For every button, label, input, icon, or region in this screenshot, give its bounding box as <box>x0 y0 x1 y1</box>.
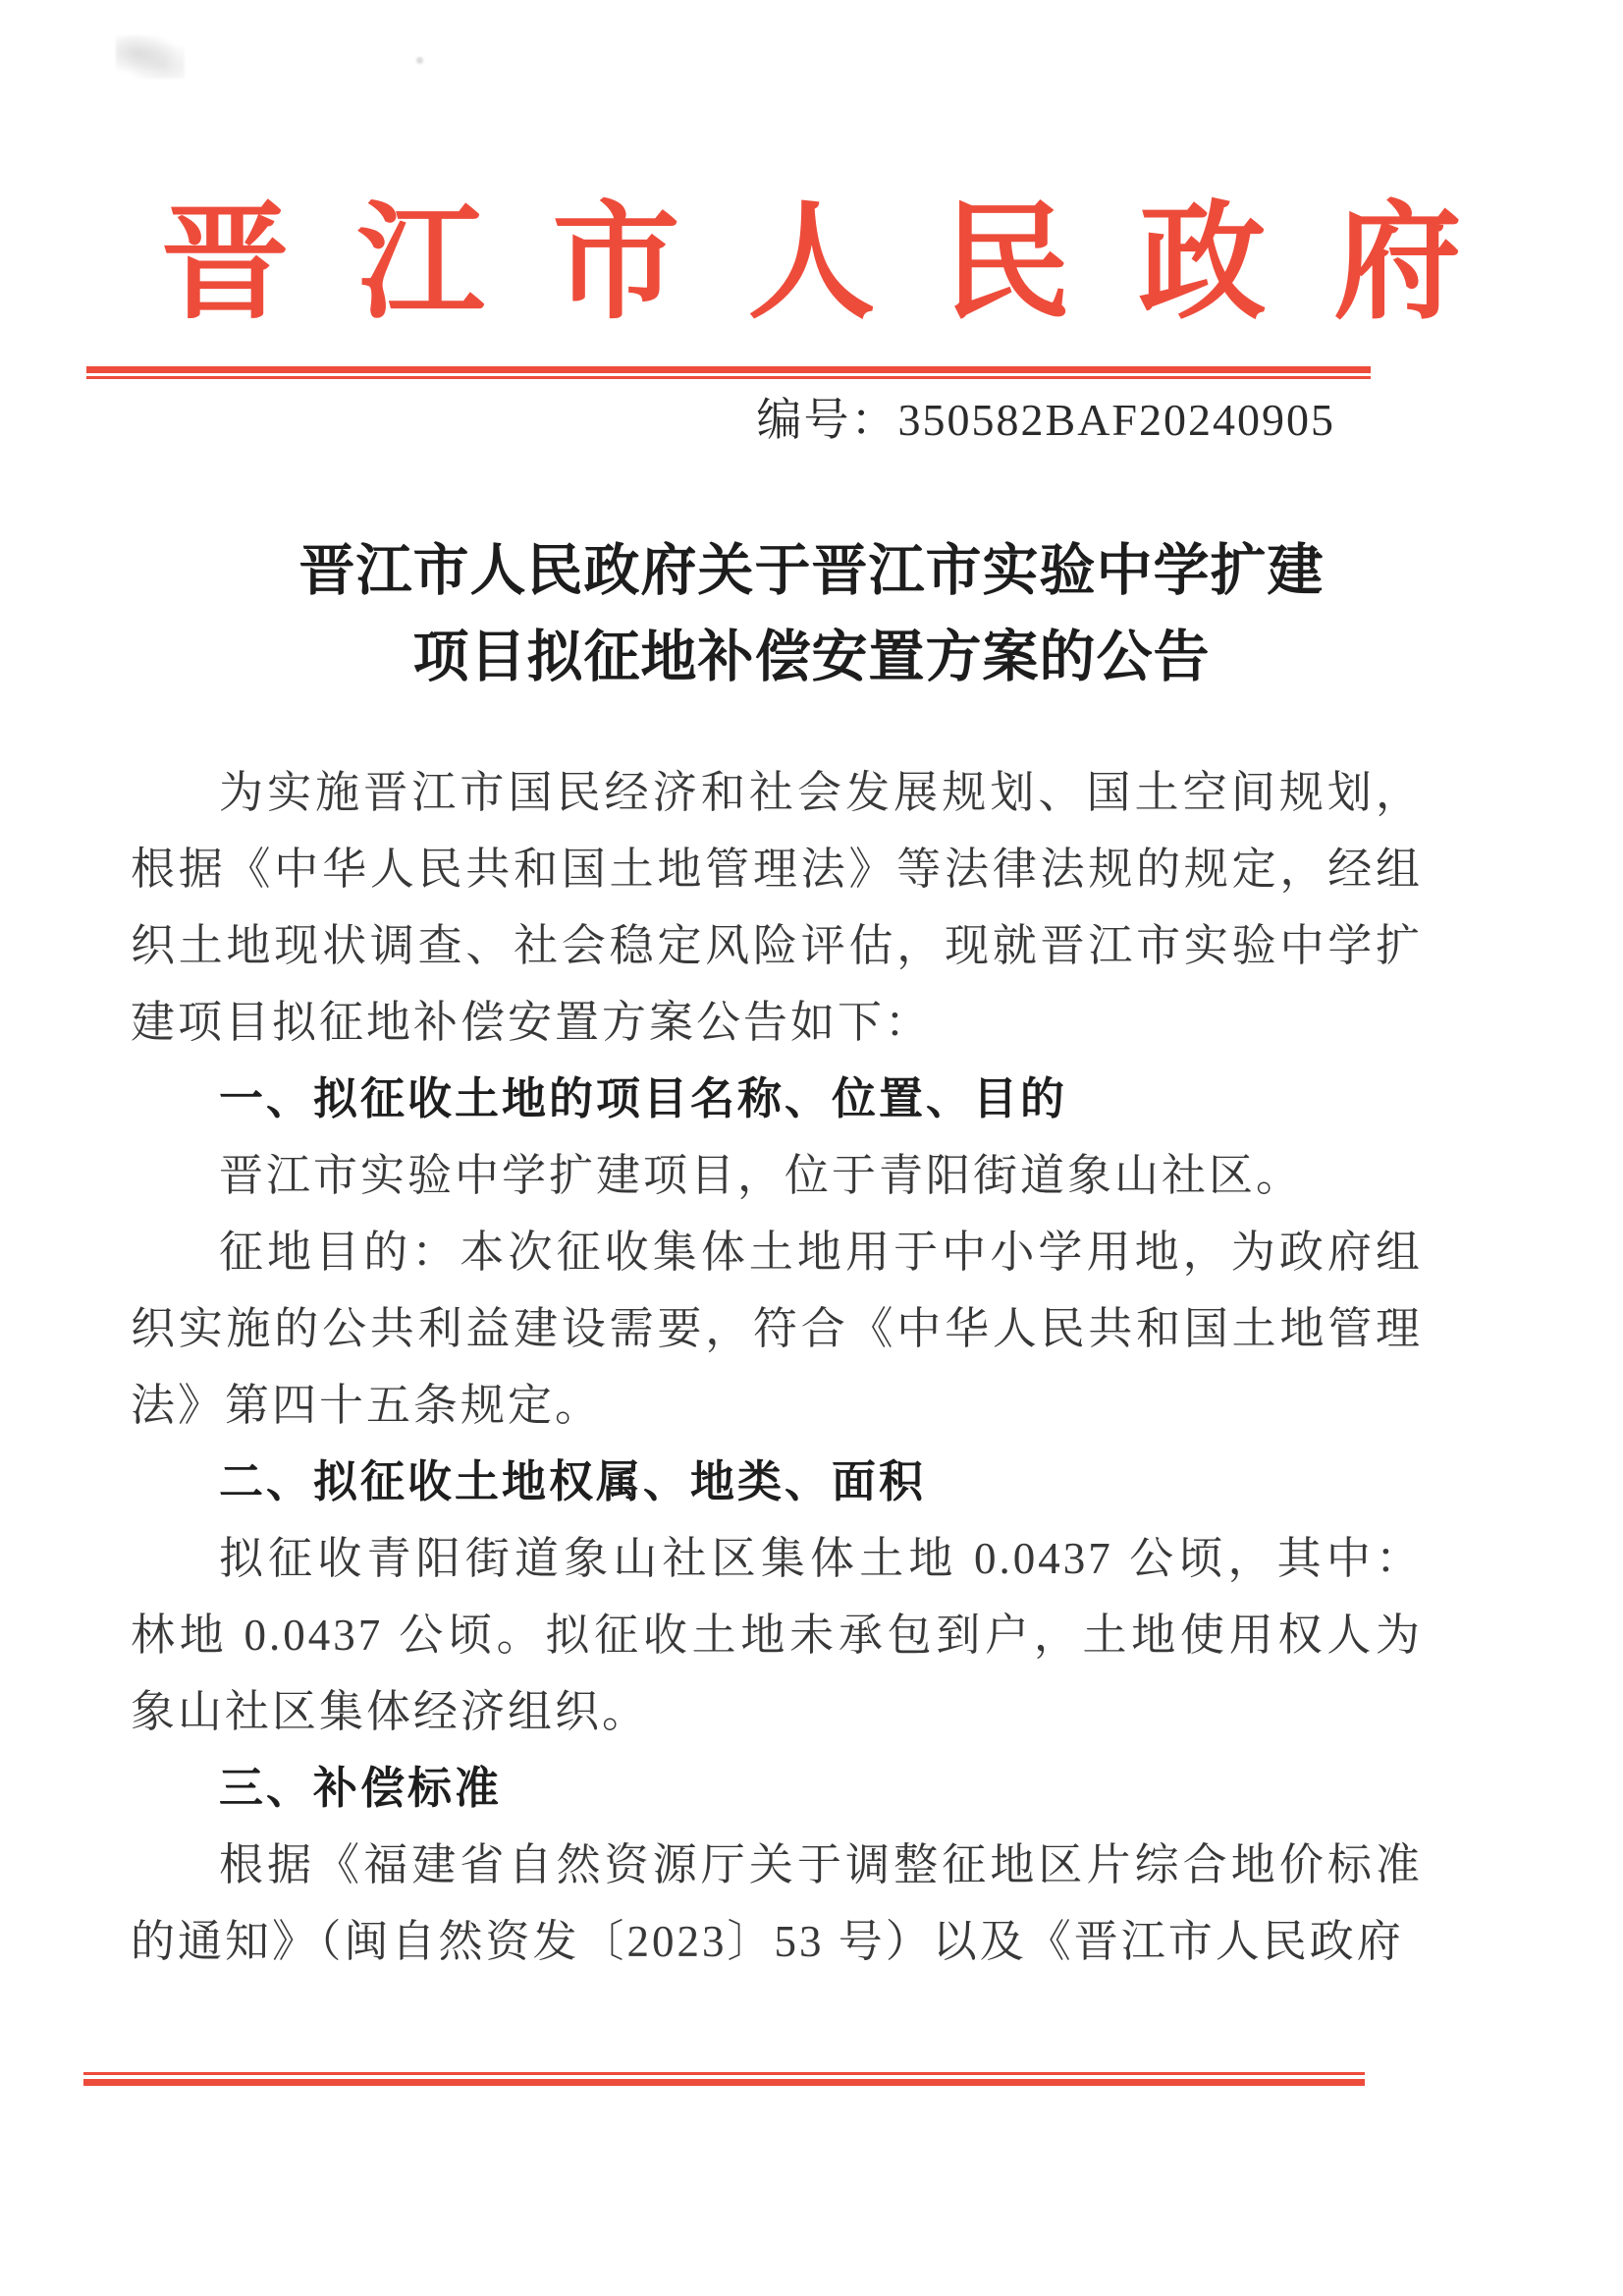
footer-divider-thick-line <box>83 2079 1365 2086</box>
header-divider-thin-line <box>86 376 1371 379</box>
footer-divider <box>83 2072 1365 2086</box>
gov-header-title: 晋江市人民政府 <box>161 193 1530 335</box>
document-title-line2: 项目拟征地补偿安置方案的公告 <box>412 627 1211 688</box>
header-divider-thick-line <box>86 366 1371 373</box>
section1-paragraph-location: 晋江市实验中学扩建项目，位于青阳街道象山社区。 <box>219 1151 1304 1200</box>
document-title <box>0 528 1623 701</box>
header-divider <box>86 366 1371 379</box>
section-heading-1: 一、拟征收土地的项目名称、位置、目的 <box>219 1073 1068 1123</box>
document-body <box>131 754 1423 1980</box>
section1-paragraph-purpose: 征地目的：本次征收集体土地用于中小学用地，为政府组织实施的公共利益建设需要，符合《中华人民共和国土地管理法》第四十五条规定。 <box>131 1228 1423 1430</box>
doc-number-label: 编号： <box>756 395 898 445</box>
intro-paragraph: 为实施晋江市国民经济和社会发展规划、国土空间规划，根据《中华人民共和国土地管理法》等法律法规的规定，经组织土地现状调查、社会稳定风险评估，现就晋江市实验中学扩建项目拟征地补偿安置方案公告如下： <box>131 768 1423 1047</box>
doc-number-value: 350582BAF20240905 <box>897 395 1335 445</box>
section-heading-3: 三、补偿标准 <box>219 1763 503 1813</box>
scan-artifact-dot <box>416 57 423 64</box>
document-title-line1: 晋江市人民政府关于晋江市实验中学扩建 <box>298 540 1325 602</box>
doc-number <box>757 391 1335 450</box>
section-heading-2: 二、拟征收土地权属、地类、面积 <box>219 1456 927 1506</box>
section3-paragraph-standard: 根据《福建省自然资源厅关于调整征地区片综合地价标准的通知》（闽自然资发〔2023〕53 号）以及《晋江市人民政府 <box>131 1840 1423 1966</box>
section2-paragraph-area: 拟征收青阳街道象山社区集体土地 0.0437 公顷，其中：林地 0.0437 公顷。拟征收土地未承包到户，土地使用权人为象山社区集体经济组织。 <box>131 1534 1423 1736</box>
scan-artifact <box>116 35 185 79</box>
